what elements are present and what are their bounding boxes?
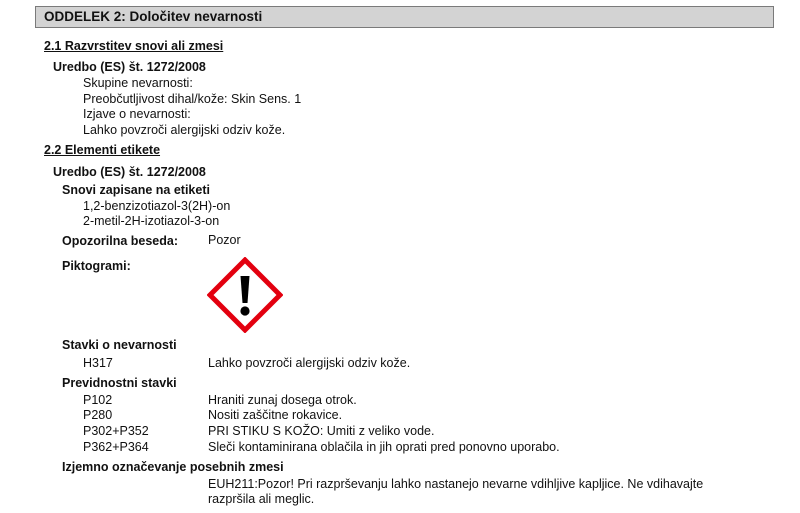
hazard-code: H317 <box>83 356 113 370</box>
signal-word-label: Opozorilna beseda: <box>62 234 178 248</box>
substance-item: 2-metil-2H-izotiazol-3-on <box>83 214 220 228</box>
section-header <box>35 6 774 28</box>
substances-label: Snovi zapisane na etiketi <box>62 183 210 197</box>
precaution-text: PRI STIKU S KOŽO: Umiti z veliko vode. <box>208 424 435 438</box>
subsection-heading-2-2: 2.2 Elementi etikete <box>44 143 161 157</box>
subsection-heading-2-1: 2.1 Razvrstitev snovi ali zmesi <box>44 39 224 53</box>
hazard-statements-label: Stavki o nevarnosti <box>62 338 177 352</box>
precaution-code: P102 <box>83 393 113 407</box>
precaution-code: P302+P352 <box>83 424 149 438</box>
precaution-code: P280 <box>83 408 113 422</box>
precaution-text: Nositi zaščitne rokavice. <box>208 408 343 422</box>
precaution-text: Sleči kontaminirana oblačila in jih oprati pred ponovno uporabo. <box>208 440 560 454</box>
hazard-text: Lahko povzroči alergijski odziv kože. <box>208 356 411 370</box>
exclamation-mark-icon <box>207 257 283 333</box>
substance-item: 1,2-benzizotiazol-3(2H)-on <box>83 199 231 213</box>
hazard-class-value: Preobčutljivost dihal/kože: Skin Sens. 1 <box>83 92 302 106</box>
hazard-statement-value: Lahko povzroči alergijski odziv kože. <box>83 123 286 137</box>
section-title: ODDELEK 2: Določitev nevarnosti <box>44 9 263 24</box>
hazard-statement-label: Izjave o nevarnosti: <box>83 107 191 121</box>
special-labelling-text: EUH211:Pozor! Pri razprševanju lahko nastanejo nevarne vdihljive kapljice. Ne vdihavajte <box>208 477 704 491</box>
special-labelling-text: razpršila ali meglic. <box>208 492 315 506</box>
regulation-label: Uredbo (ES) št. 1272/2008 <box>53 165 206 179</box>
signal-word-value: Pozor <box>208 233 241 247</box>
precaution-code: P362+P364 <box>83 440 149 454</box>
special-labelling-label: Izjemno označevanje posebnih zmesi <box>62 460 284 474</box>
regulation-label: Uredbo (ES) št. 1272/2008 <box>53 60 206 74</box>
pictograms-label: Piktogrami: <box>62 259 131 273</box>
precautionary-statements-label: Previdnostni stavki <box>62 376 177 390</box>
precaution-text: Hraniti zunaj dosega otrok. <box>208 393 357 407</box>
hazard-class-label: Skupine nevarnosti: <box>83 76 193 90</box>
